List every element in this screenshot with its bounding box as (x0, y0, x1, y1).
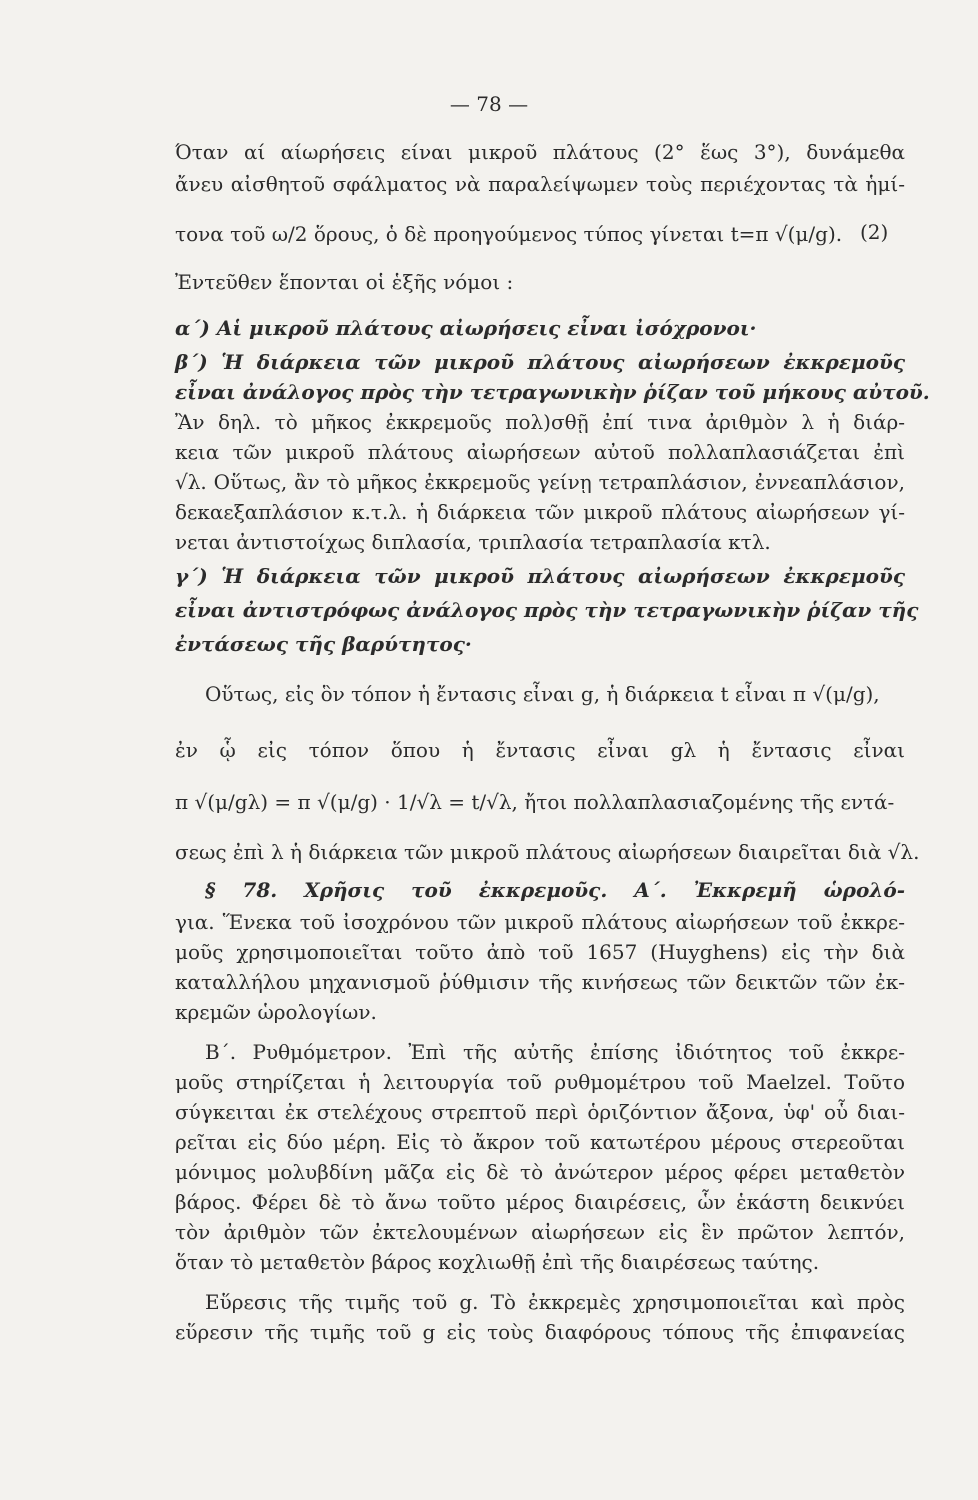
text-line: Όταν αί αίωρήσεις είναι μικροῦ πλάτους (2° ἕως 3°), δυνάμεθα (175, 140, 905, 164)
text-line: Β΄. Ρυθμόμετρον. Ἐπὶ τῆς αὐτῆς ἐπίσης ἰδιότητος τοῦ ἐκκρε- (205, 1040, 905, 1064)
text-line: καταλλήλου μηχανισμοῦ ῥύθμισιν τῆς κινήσεως τῶν δεικτῶν τῶν ἐκ- (175, 970, 905, 994)
text-line-formula: π √(μ/gλ) = π √(μ/g) · 1/√λ = t/√λ, ἤτοι πολλαπλασιαζομένης τῆς εντά- (175, 790, 895, 814)
section-heading: § 78. Χρῆσις τοῦ ἐκκρεμοῦς. Α΄. Ἐκκρεμῆ ὡρολό- (205, 878, 905, 902)
text-line: σεως ἐπὶ λ ἡ διάρκεια τῶν μικροῦ πλάτους αἰωρήσεων διαιρεῖται διὰ √λ. (175, 840, 920, 864)
text-line: νεται ἀντιστοίχως διπλασία, τριπλασία τετραπλασία κτλ. (175, 530, 771, 554)
law-heading: α΄) Αἱ μικροῦ πλάτους αἰωρήσεις εἶναι ἰσόχρονοι· (175, 316, 757, 340)
text-line: √λ. Οὕτως, ἂν τὸ μῆκος ἐκκρεμοῦς γείνῃ τετραπλάσιον, ἐννεαπλάσιον, (175, 470, 905, 494)
text-line-formula: τονα τοῦ ω/2 ὅρους, ὁ δὲ προηγούμενος τύπος γίνεται t=π √(μ/g). (175, 222, 843, 246)
text-line: Ἐντεῦθεν ἕπονται οἱ ἑξῆς νόμοι : (175, 270, 514, 294)
text-line: ὅταν τὸ μεταθετὸν βάρος κοχλιωθῇ ἐπὶ τῆς διαιρέσεως ταύτης. (175, 1250, 820, 1274)
law-heading: ἐντάσεως τῆς βαρύτητος· (175, 632, 472, 656)
text-line: Εὕρεσις τῆς τιμῆς τοῦ g. Τὸ ἐκκρεμὲς χρησιμοποιεῖται καὶ πρὸς (205, 1290, 905, 1314)
page-number: — 78 — (449, 92, 529, 116)
equation-label: (2) (860, 220, 889, 244)
law-heading: β΄) Ἡ διάρκεια τῶν μικροῦ πλάτους αἰωρήσεων ἐκκρεμοῦς (175, 350, 905, 374)
text-line: για. Ἕνεκα τοῦ ἰσοχρόνου τῶν μικροῦ πλάτους αἰωρήσεων τοῦ ἐκκρε- (175, 910, 905, 934)
law-heading: γ΄) Ἡ διάρκεια τῶν μικροῦ πλάτους αἰωρήσεων ἐκκρεμοῦς (175, 564, 905, 588)
text-line: εὕρεσιν τῆς τιμῆς τοῦ g εἰς τοὺς διαφόρους τόπους τῆς ἐπιφανείας (175, 1320, 905, 1344)
text-line: κρεμῶν ὡρολογίων. (175, 1000, 377, 1024)
text-line: σύγκειται ἐκ στελέχους στρεπτοῦ περὶ ὁριζόντιον ἄξονα, ὑφ' οὗ διαι- (175, 1100, 905, 1124)
text-line: δεκαεξαπλάσιον κ.τ.λ. ἡ διάρκεια τῶν μικροῦ πλάτους αἰωρήσεων γί- (175, 500, 905, 524)
law-heading: εἶναι ἀντιστρόφως ἀνάλογος πρὸς τὴν τετραγωνικὴν ῥίζαν τῆς (175, 598, 919, 622)
text-line: ἐν ᾧ εἰς τόπον ὅπου ἡ ἔντασις εἶναι gλ ἡ ἔντασις εἶναι (175, 738, 905, 762)
text-line-formula: Οὕτως, εἰς ὃν τόπον ἡ ἔντασις εἶναι g, ἡ διάρκεια t εἶναι π √(μ/g), (205, 682, 880, 706)
text-line: ρεῖται εἰς δύο μέρη. Εἰς τὸ ἄκρον τοῦ κατωτέρου μέρους στερεοῦται (175, 1130, 905, 1154)
text-line: μοῦς στηρίζεται ἡ λειτουργία τοῦ ρυθμομέτρου τοῦ Maelzel. Τοῦτο (175, 1070, 905, 1094)
text-line: μόνιμος μολυβδίνη μᾶζα εἰς δὲ τὸ ἀνώτερον μέρος φέρει μεταθετὸν (175, 1160, 905, 1184)
text-line: τὸν ἀριθμὸν τῶν ἐκτελουμένων αἰωρήσεων εἰς ἓν πρῶτον λεπτόν, (175, 1220, 905, 1244)
text-line: μοῦς χρησιμοποιεῖται τοῦτο ἀπὸ τοῦ 1657 (Huyghens) εἰς τὴν διὰ (175, 940, 905, 964)
text-line: ἄνευ αἰσθητοῦ σφάλματος νὰ παραλείψωμεν τοὺς περιέχοντας τὰ ἡμί- (175, 172, 905, 196)
text-line: κεια τῶν μικροῦ πλάτους αἰωρήσεων αὐτοῦ πολλαπλασιάζεται ἐπὶ (175, 440, 905, 464)
text-line: βάρος. Φέρει δὲ τὸ ἄνω τοῦτο μέρος διαιρέσεις, ὧν ἑκάστη δεικνύει (175, 1190, 905, 1214)
text-line: Ἂν δηλ. τὸ μῆκος ἐκκρεμοῦς πολ)σθῇ ἐπί τινα ἀριθμὸν λ ἡ διάρ- (175, 410, 905, 434)
law-heading: εἶναι ἀνάλογος πρὸς τὴν τετραγωνικὴν ῥίζαν τοῦ μήκους αὐτοῦ. (175, 380, 930, 404)
